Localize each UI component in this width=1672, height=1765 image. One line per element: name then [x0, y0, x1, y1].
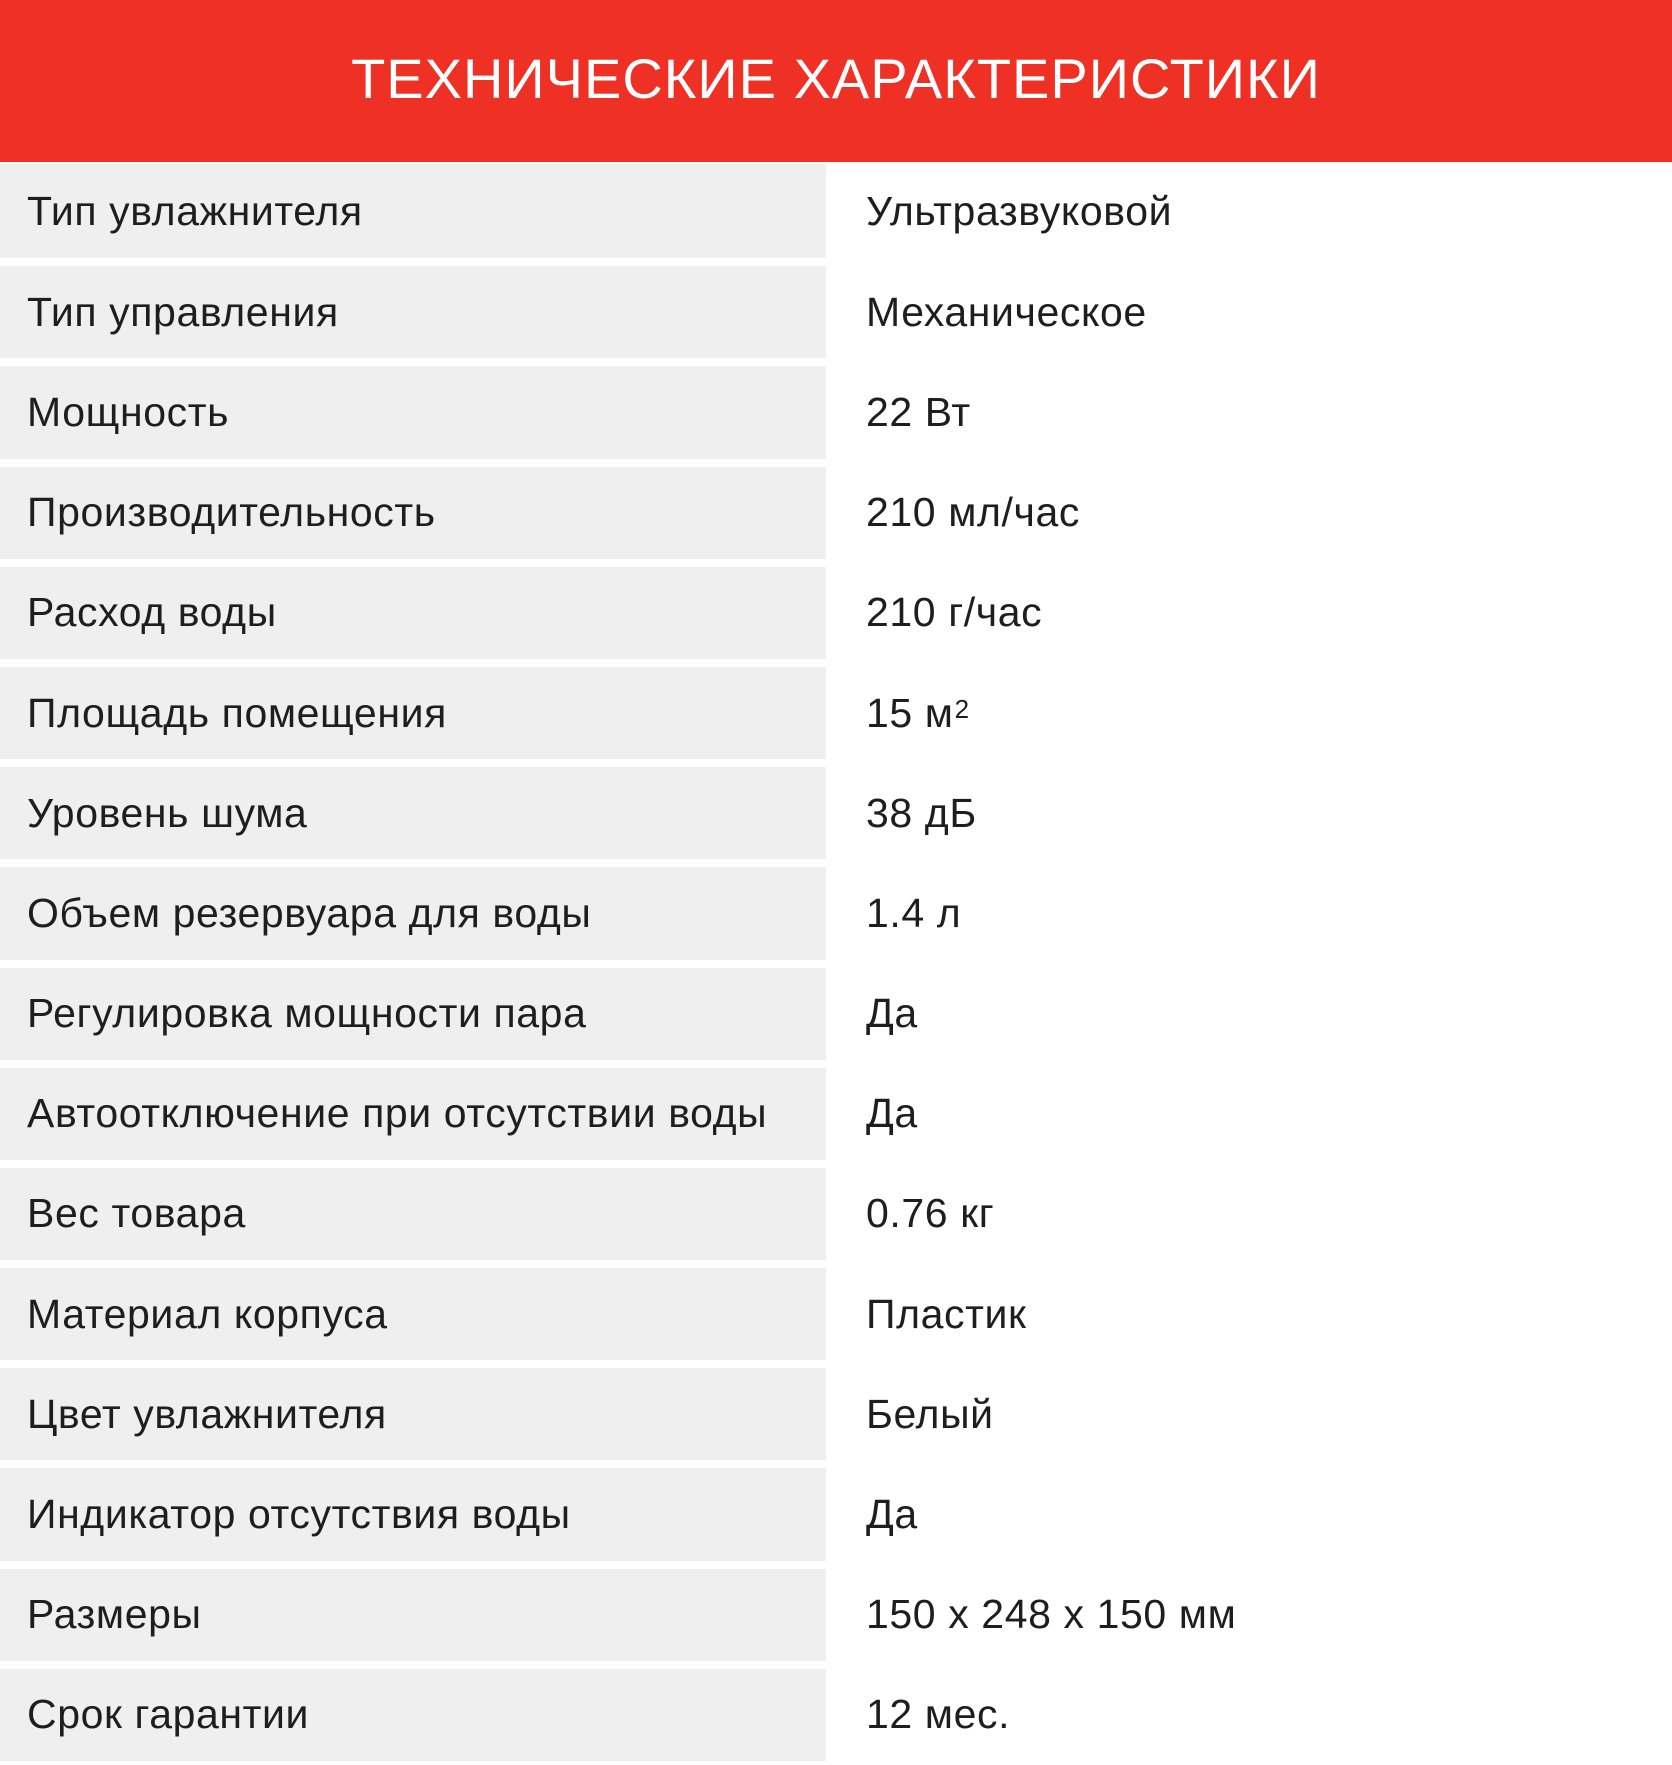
spec-label: Расход воды — [0, 567, 826, 659]
spec-label: Размеры — [0, 1569, 826, 1661]
spec-row — [0, 162, 1672, 262]
spec-label: Индикатор отсутствия воды — [0, 1468, 826, 1560]
spec-value: 210 мл/час — [838, 467, 1672, 559]
spec-label: Материал корпуса — [0, 1268, 826, 1360]
spec-label: Мощность — [0, 366, 826, 458]
spec-table — [0, 162, 1672, 1765]
spec-value: 150 x 248 x 150 мм — [838, 1569, 1672, 1661]
superscript: 2 — [954, 693, 970, 724]
spec-value: 0.76 кг — [838, 1168, 1672, 1260]
spec-row — [0, 1364, 1672, 1464]
spec-value: Да — [838, 1468, 1672, 1560]
spec-row — [0, 362, 1672, 462]
spec-row — [0, 1164, 1672, 1264]
spec-row — [0, 1264, 1672, 1364]
spec-value: Да — [838, 1068, 1672, 1160]
spec-label: Автоотключение при отсутствии воды — [0, 1068, 826, 1160]
spec-label: Производительность — [0, 467, 826, 559]
spec-value: 210 г/час — [838, 567, 1672, 659]
spec-label: Срок гарантии — [0, 1669, 826, 1761]
spec-row — [0, 763, 1672, 863]
spec-value: 12 мес. — [838, 1669, 1672, 1761]
spec-label: Площадь помещения — [0, 667, 826, 759]
spec-row — [0, 863, 1672, 963]
spec-label: Регулировка мощности пара — [0, 968, 826, 1060]
spec-value: 22 Вт — [838, 366, 1672, 458]
spec-value: Белый — [838, 1368, 1672, 1460]
spec-value: Пластик — [838, 1268, 1672, 1360]
spec-label: Цвет увлажнителя — [0, 1368, 826, 1460]
spec-row — [0, 563, 1672, 663]
spec-label: Вес товара — [0, 1168, 826, 1260]
spec-value: 1.4 л — [838, 867, 1672, 959]
spec-row — [0, 463, 1672, 563]
spec-row — [0, 262, 1672, 362]
spec-value: Ультразвуковой — [838, 164, 1672, 258]
spec-value: 38 дБ — [838, 767, 1672, 859]
spec-value — [838, 667, 1672, 759]
spec-row — [0, 1464, 1672, 1564]
spec-label: Тип управления — [0, 266, 826, 358]
spec-value-text: 15 м — [866, 689, 954, 736]
spec-row — [0, 1665, 1672, 1765]
spec-label: Тип увлажнителя — [0, 164, 826, 258]
spec-row — [0, 964, 1672, 1064]
spec-row — [0, 663, 1672, 763]
spec-label: Объем резервуара для воды — [0, 867, 826, 959]
page-title: ТЕХНИЧЕСКИЕ ХАРАКТЕРИСТИКИ — [351, 46, 1321, 110]
spec-row — [0, 1064, 1672, 1164]
spec-value: Механическое — [838, 266, 1672, 358]
spec-label: Уровень шума — [0, 767, 826, 859]
spec-value: Да — [838, 968, 1672, 1060]
spec-row — [0, 1565, 1672, 1665]
spec-header — [0, 0, 1672, 162]
